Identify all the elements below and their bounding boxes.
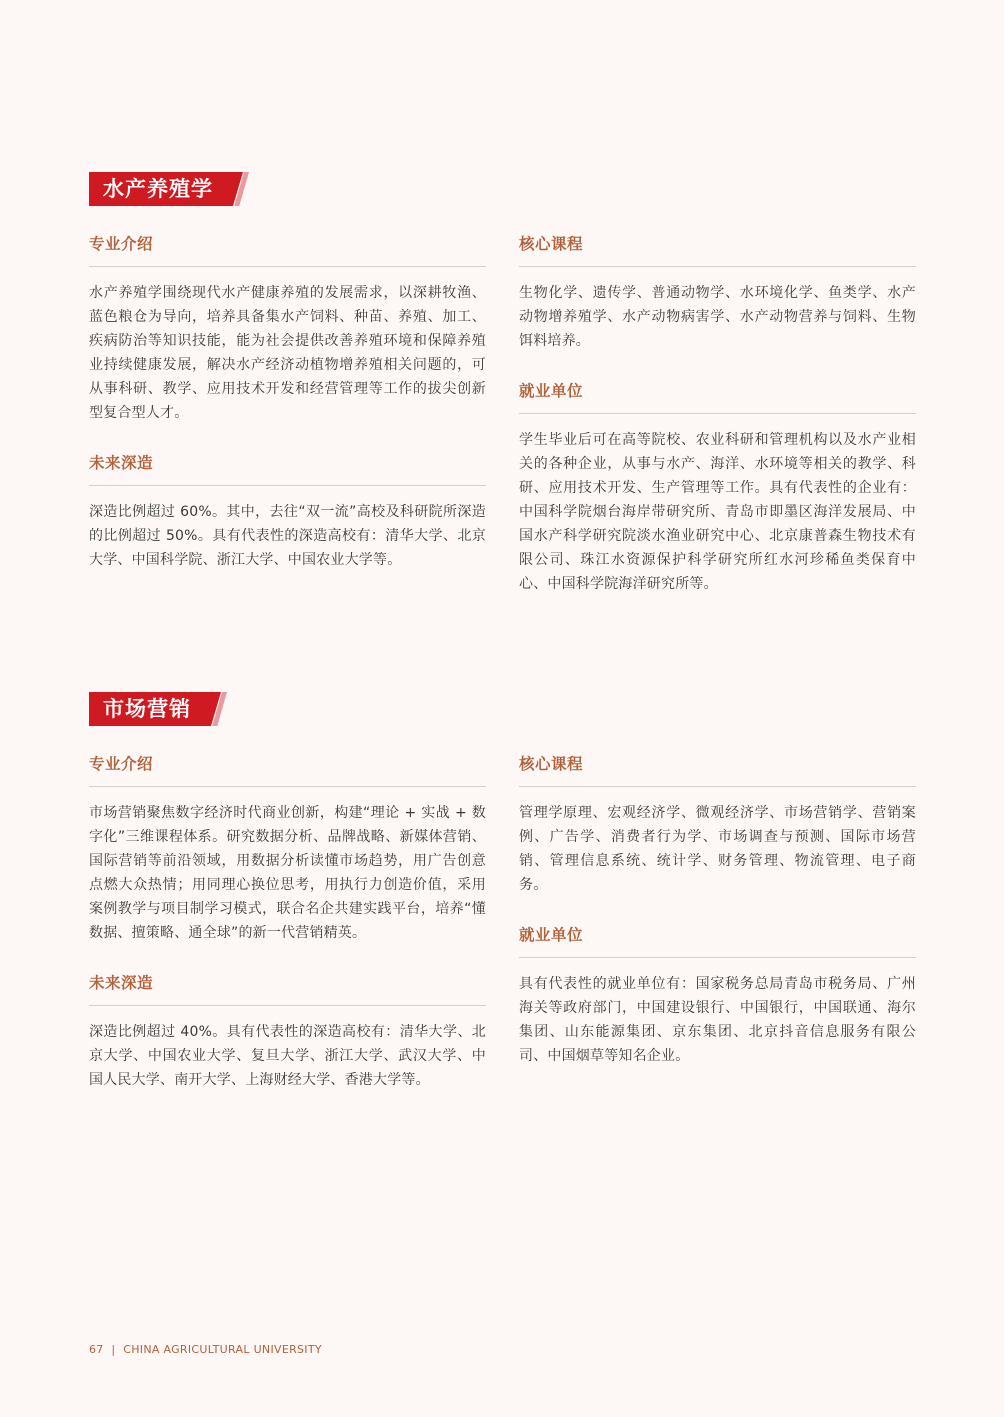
intro-block — [89, 752, 486, 945]
footer-separator: | — [111, 1343, 116, 1356]
page-number: 67 — [89, 1343, 104, 1356]
employment-text: 具有代表性的就业单位有：国家税务总局青岛市税务局、广州海关等政府部门，中国建设银行、中国银行，中国联通、海尔集团、山东能源集团、京东集团、北京抖音信息服务有限公司、中国烟草等知名企业。 — [519, 976, 916, 1064]
courses-heading: 核心课程 — [519, 752, 916, 787]
further-study-heading: 未来深造 — [89, 451, 486, 486]
major-title — [89, 172, 233, 206]
page-footer — [89, 1343, 322, 1356]
further-study-block — [89, 451, 486, 572]
intro-heading: 专业介绍 — [89, 752, 486, 787]
courses-text: 管理学原理、宏观经济学、微观经济学、市场营销学、营销案例、广告学、消费者行为学、市场调查与预测、国际市场营销、管理信息系统、统计学、财务管理、物流管理、电子商务。 — [519, 805, 916, 893]
left-column — [89, 752, 486, 1112]
intro-text: 水产养殖学围绕现代水产健康养殖的发展需求，以深耕牧渔、蓝色粮仓为导向，培养具备集水产饲料、种苗、养殖、加工、疾病防治等知识技能，能为社会提供改善养殖环境和保障养殖业持续健康发展，解决水产经济动植物增养殖相关问题的，可从事科研、教学、应用技术开发和经营管理等工作的拔尖创新型复合型人才。 — [89, 285, 486, 421]
courses-block — [519, 752, 916, 897]
employment-block — [519, 923, 916, 1068]
major-title — [89, 692, 211, 726]
major-title-text: 水产养殖学 — [103, 177, 213, 201]
employment-block — [519, 379, 916, 596]
employment-text: 学生毕业后可在高等院校、农业科研和管理机构以及水产业相关的各种企业，从事与水产、海洋、水环境等相关的教学、科研、应用技术开发、生产管理等工作。具有代表性的企业有：中国科学院烟台海岸带研究所、青岛市即墨区海洋发展局、中国水产科学研究院淡水渔业研究中心、北京康普森生物技术有限公司、珠江水资源保护科学研究所红水河珍稀鱼类保育中心、中国科学院海洋研究所等。 — [519, 432, 916, 592]
right-column — [519, 752, 916, 1088]
intro-heading: 专业介绍 — [89, 232, 486, 267]
further-study-text: 深造比例超过 40%。具有代表性的深造高校有：清华大学、北京大学、中国农业大学、复旦大学、浙江大学、武汉大学、中国人民大学、南开大学、上海财经大学、香港大学等。 — [89, 1024, 486, 1088]
major-section-aquaculture — [89, 172, 916, 592]
further-study-text: 深造比例超过 60%。其中，去往“双一流”高校及科研院所深造的比例超过 50%。具有代表性的深造高校有：清华大学、北京大学、中国科学院、浙江大学、中国农业大学等。 — [89, 504, 486, 568]
courses-block — [519, 232, 916, 353]
footer-university-name: CHINA AGRICULTURAL UNIVERSITY — [123, 1343, 322, 1356]
left-column — [89, 232, 486, 592]
further-study-block — [89, 971, 486, 1092]
further-study-heading: 未来深造 — [89, 971, 486, 1006]
title-tail-decoration — [234, 172, 249, 206]
employment-heading: 就业单位 — [519, 379, 916, 414]
title-tail-decoration — [212, 692, 227, 726]
courses-heading: 核心课程 — [519, 232, 916, 267]
courses-text: 生物化学、遗传学、普通动物学、水环境化学、鱼类学、水产动物增养殖学、水产动物病害学、水产动物营养与饲料、生物饵料培养。 — [519, 285, 916, 349]
major-title-text: 市场营销 — [103, 697, 191, 721]
major-section-marketing — [89, 692, 916, 1088]
intro-block — [89, 232, 486, 425]
right-column — [519, 232, 916, 616]
employment-heading: 就业单位 — [519, 923, 916, 958]
intro-text: 市场营销聚焦数字经济时代商业创新，构建“理论 + 实战 + 数字化”三维课程体系。研究数据分析、品牌战略、新媒体营销、国际营销等前沿领域，用数据分析读懂市场趋势，用广告创意点燃大众热情；用同理心换位思考，用执行力创造价值，采用案例教学与项目制学习模式，联合名企共建实践平台，培养“懂数据、擅策略、通全球”的新一代营销精英。 — [89, 805, 486, 941]
